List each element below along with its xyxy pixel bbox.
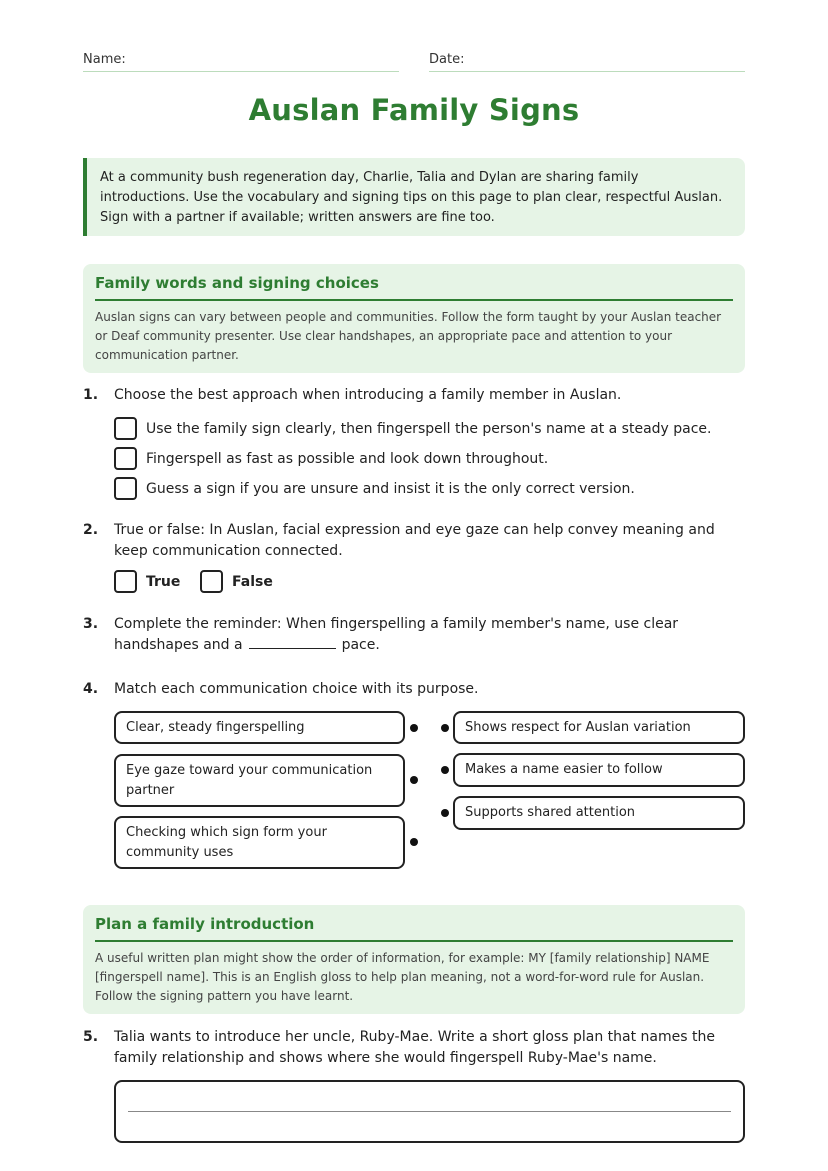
false-label: False [232,573,273,590]
question-number: 2. [83,522,99,538]
question-text: Choose the best approach when introducing a family member in Auslan. [114,387,622,403]
card-label: Supports shared attention [465,805,636,820]
answer-box[interactable] [114,1080,745,1143]
q2-false-option[interactable] [200,570,273,593]
card-label: Checking which sign form your community uses [126,824,327,860]
card-label: Shows respect for Auslan variation [465,719,691,735]
match-dot-right-3[interactable] [441,809,449,817]
date-field[interactable] [429,52,745,72]
intro-callout: At a community bush regeneration day, Charlie, Talia and Dylan are sharing family introductions. Use the vocabulary and signing tips on this page to plan clear, respectful Auslan. Sign with a partner if available; written answers are fine too. [83,158,745,236]
q1-option-2[interactable] [114,447,548,470]
fill-blank[interactable] [249,635,336,649]
match-dot-left-3[interactable] [410,838,418,846]
match-dot-left-1[interactable] [410,724,418,732]
option-label: Use the family sign clearly, then fingerspell the person's name at a steady pace. [146,420,712,437]
question-number: 5. [83,1029,99,1045]
checkbox[interactable] [114,477,137,500]
date-label: Date: [429,52,465,67]
question-5 [83,1027,745,1069]
match-right-card-3[interactable] [453,796,745,830]
q3-text-before: Complete the reminder: When fingerspelling a family member's name, use clear handshapes and a [114,616,679,653]
question-number: 3. [83,616,99,632]
checkbox[interactable] [200,570,223,593]
card-label: Clear, steady fingerspelling [126,719,305,735]
question-text: Talia wants to introduce her uncle, Ruby-Mae. Write a short gloss plan that names the family relationship and shows where she would fingerspell Ruby-Mae's name. [114,1029,715,1066]
option-label: Fingerspell as fast as possible and look down throughout. [146,450,549,467]
question-text [114,614,745,656]
question-text: Match each communication choice with its purpose. [114,681,479,697]
question-1 [83,385,745,406]
section-plan-introduction [83,905,745,1014]
header-fields [83,52,745,72]
name-field[interactable] [83,52,399,72]
match-left-card-1[interactable] [114,711,405,744]
question-text: True or false: In Auslan, facial expression and eye gaze can help convey meaning and keep communication connected. [114,522,715,559]
q3-text-after: pace. [341,637,380,653]
match-right-card-1[interactable] [453,711,745,744]
q1-option-3[interactable] [114,477,635,500]
question-2 [83,520,745,562]
section-heading: Family words and signing choices [95,274,733,301]
section-body: Auslan signs can vary between people and communities. Follow the form taught by your Auslan teacher or Deaf community presenter. Use clear handshapes, an appropriate pace and attention to your communication partner. [95,310,722,362]
question-number: 1. [83,387,99,403]
card-label: Eye gaze toward your communication partner [126,762,373,798]
match-right-card-2[interactable] [453,753,745,787]
page-title: Auslan Family Signs [248,93,580,127]
q2-true-option[interactable] [114,570,180,593]
match-dot-right-2[interactable] [441,766,449,774]
option-label: Guess a sign if you are unsure and insist it is the only correct version. [146,480,635,497]
section-family-words [83,264,745,373]
card-label: Makes a name easier to follow [465,762,663,777]
section-body: A useful written plan might show the order of information, for example: MY [family relationship] NAME [fingerspell name]. This is an English gloss to help plan meaning, not a word-for-word rule for Auslan. Follow the signing pattern you have learnt. [95,951,710,1003]
question-number: 4. [83,681,99,697]
checkbox[interactable] [114,570,137,593]
answer-line [128,1111,731,1112]
checkbox[interactable] [114,417,137,440]
q1-option-1[interactable] [114,417,712,440]
section-heading: Plan a family introduction [95,915,733,942]
match-left-card-3[interactable] [114,816,405,869]
true-label: True [146,573,181,590]
checkbox[interactable] [114,447,137,470]
match-left-card-2[interactable] [114,754,405,807]
match-dot-right-1[interactable] [441,724,449,732]
question-3 [83,614,745,656]
name-label: Name: [83,52,126,67]
question-4 [83,679,745,700]
match-dot-left-2[interactable] [410,776,418,784]
